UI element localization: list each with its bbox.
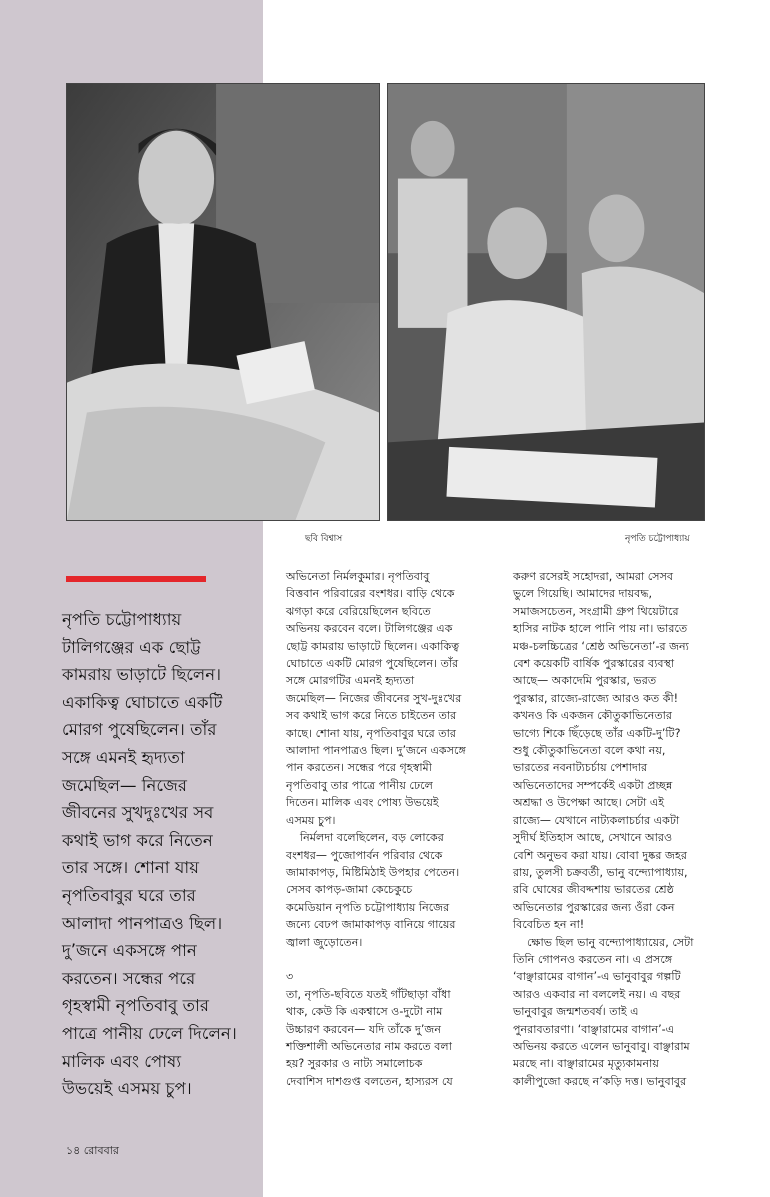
body-line: ভানুবাবুর জন্মশতবর্ষ। তাই এ (513, 1005, 639, 1019)
body-line: বিবেচিত হন না! (513, 918, 585, 932)
pull-quote-line: উভয়েই এসময় চুপ। (62, 1079, 192, 1099)
body-line: কমেডিয়ান নৃপতি চট্টোপাধ্যায় নিজের (286, 900, 450, 914)
body-line: কাছে। শোনা যায়, নৃপতিবাবুর ঘরে তার (286, 726, 456, 740)
body-line: বিত্তবান পরিবারের বংশধর। বাড়ি থেকে (286, 587, 455, 601)
pull-quote-line: নৃপতি চট্টোপাধ্যায় (62, 610, 182, 629)
body-line: সেসব কাপড়-জামা কেচেকুচে (286, 883, 413, 897)
body-line: ভাগ্যে শিকে ছিঁড়েছে তাঁর একটি-দু’টি? (513, 726, 681, 740)
body-line: রায়, তুলসী চক্রবর্তী, ভানু বন্দ্যোপাধ্যায়, (513, 865, 688, 879)
pull-quote-line: আলাদা পানপাত্রও ছিল। (62, 913, 223, 933)
body-line: কালীপুজো করছে ন’কড়ি দত্ত। ভানুবাবুর (513, 1074, 687, 1088)
body-line: ভারতের নবনাট্যচর্চায় পেশাদার (513, 761, 648, 775)
body-line: অভিনেতার পুরস্কারের জন্য ওঁরা কেন (513, 900, 675, 914)
body-line: সঙ্গে মোরগটির এমনই হৃদ্যতা (286, 674, 415, 688)
body-line: দিতেন। মালিক এবং পোষ্য উভয়েই (286, 796, 439, 810)
body-line: তা, নৃপতি-ছবিতে যতই গাঁটছাড়া বাঁধা (286, 987, 451, 1001)
body-line: ভুলে গিয়েছি। আমাদের দায়বদ্ধ, (513, 587, 652, 601)
body-line: জ্বালা জুড়োতেন। (286, 935, 363, 949)
body-line: বেশ কয়েকটি বার্ষিক পুরস্কারের ব্যবস্থা (513, 657, 675, 671)
photo-chhabi-biswas (66, 83, 380, 521)
body-line: সুদীর্ঘ ইতিহাস আছে, সেখানে আরও (513, 831, 673, 845)
body-line: মঞ্চ-চলচ্চিত্রের ‘শ্রেষ্ঠ অভিনেতা’-র জন্য (513, 639, 689, 653)
paragraph-gap (286, 951, 500, 968)
body-line: জমেছিল— নিজের জীবনের সুখ-দুঃখের (286, 691, 462, 705)
pull-quote-line: করতেন। সন্ধের পরে (62, 968, 196, 988)
pull-quote-line: পাত্রে পানীয় ঢেলে দিলেন। (62, 1023, 237, 1043)
body-line: কখনও কি একজন কৌতুকাভিনেতার (513, 709, 672, 723)
photo-nripati-chattopadhyay (387, 83, 705, 521)
body-line: অভিনেতাদের সম্পর্কেই একটা প্রচ্ছন্ন (513, 778, 673, 792)
body-line: অভিনয় করতে এলেন ভানুবাবু। বাঞ্ছারাম (513, 1039, 690, 1053)
page-folio: ১৪ রোববার (66, 1144, 119, 1157)
body-line: সমাজসচেতন, সংগ্রামী গ্রুপ থিয়েটারে (513, 604, 679, 618)
photo-illustration-left (67, 84, 379, 520)
body-line: ঘোচাতে একটি মোরগ পুষেছিলেন। তাঁর (286, 657, 459, 671)
body-line: অশ্রদ্ধা ও উপেক্ষা আছে। সেটা এই (513, 796, 665, 810)
body-line: জন্যে বেঢপ জামাকাপড় বানিয়ে গায়ের (286, 918, 456, 932)
body-line: এসময় চুপ। (286, 813, 336, 827)
body-line: অভিনেতা নির্মলকুমার। নৃপতিবাবু (286, 570, 430, 583)
pull-quote-line: কথাই ভাগ করে নিতেন (62, 830, 213, 850)
body-line: অভিনয় করবেন বলে। টালিগঞ্জের এক (286, 622, 453, 636)
body-line: আছে— অকাদেমি পুরস্কার, ভরত (513, 674, 657, 688)
photo-caption-right: নৃপতি চট্টোপাধ্যায় (625, 534, 690, 544)
body-line: তিনি গোপনও করতেন না। এ প্রসঙ্গে (513, 952, 673, 966)
body-line: ঝগড়া করে বেরিয়েছিলেন ছবিতে (286, 604, 431, 618)
body-line: পান করতেন। সন্ধের পরে গৃহস্বামী (286, 761, 432, 775)
body-line: দেবাশিস দাশগুপ্ত বলতেন, হাস্যরস যে (286, 1074, 453, 1088)
body-line: বংশধর— পুজোপার্বন পরিবার থেকে (286, 848, 443, 862)
pull-quote-line: কামরায় ভাড়াটে ছিলেন। (62, 665, 222, 685)
article-column-1 (286, 568, 500, 1090)
body-line: জামাকাপড়, মিষ্টিমিঠাই উপহার পেতেন। (286, 865, 460, 879)
body-line: ছোট্ট কামরায় ভাড়াটে ছিলেন। একাকিত্ব (286, 639, 460, 653)
body-line: থাক, কেউ কি একশ্বাসে ও-দুটো নাম (286, 1005, 443, 1019)
pull-quote-line: নৃপতিবাবুর ঘরে তার (62, 885, 196, 905)
section-number: ৩ (286, 970, 294, 984)
pull-quote (62, 606, 262, 1103)
body-line: শক্তিশালী অভিনেতার নাম করতে বলা (286, 1039, 452, 1053)
body-line: সব কথাই ভাগ করে নিতে চাইতেন তার (286, 709, 457, 723)
body-line: আলাদা পানপাত্রও ছিল। দু’জনে একসঙ্গে (286, 744, 466, 758)
body-line: আরও একবার না বললেই নয়। এ বছর (513, 987, 681, 1001)
body-line: ‘বাঞ্ছারামের বাগান’-এ ভানুবাবুর গল্পটি (513, 970, 681, 984)
photo-caption-left: ছবি বিশ্বাস (305, 534, 343, 544)
body-line: পুরস্কার, রাজ্যে-রাজ্যে আরও কত কী! (513, 691, 679, 705)
body-line: নৃপতিবাবু তার পাত্রে পানীয় ঢেলে (286, 778, 433, 792)
pull-quote-line: গৃহস্বামী নৃপতিবাবু তার (62, 996, 210, 1016)
pull-quote-line: টালিগঞ্জের এক ছোট্ট (62, 637, 201, 657)
body-line: ক্ষোভ ছিল ভানু বন্দ্যোপাধ্যায়ের, সেটা (527, 935, 694, 949)
photo-illustration-right (388, 84, 704, 520)
pull-quote-line: জমেছিল— নিজের (62, 775, 188, 795)
body-line: শুধু কৌতুকাভিনেতা বলে কথা নয়, (513, 744, 666, 758)
body-line: হাসির নাটক হালে পানি পায় না। ভারতে (513, 622, 688, 636)
body-line: পুনরাবতারণা। ‘বাঞ্ছারামের বাগান’-এ (513, 1022, 675, 1036)
body-line: করুণ রসেরই সহোদরা, আমরা সেসব (513, 570, 674, 583)
article-column-2 (513, 568, 743, 1090)
pull-quote-line: জীবনের সুখদুঃখের সব (62, 803, 214, 823)
body-line: উচ্চারণ করবেন— যদি তাঁকে দু’জন (286, 1022, 441, 1036)
pull-quote-accent-rule (66, 576, 206, 582)
body-line: রবি ঘোষের জীবদ্দশায় ভারতের শ্রেষ্ঠ (513, 883, 674, 897)
pull-quote-line: মোরগ পুষেছিলেন। তাঁর (62, 720, 217, 740)
body-line: হয়? সুরকার ও নাট্য সমালোচক (286, 1057, 423, 1071)
body-line: রাজ্যে— যেখানে নাট্যকলাচর্চার একটা (513, 813, 680, 827)
pull-quote-line: দু’জনে একসঙ্গে পান (62, 941, 197, 961)
pull-quote-line: তার সঙ্গে। শোনা যায় (62, 858, 200, 878)
body-line: মরছে না। বাঞ্ছারামের মৃত্যুকামনায় (513, 1057, 659, 1071)
pull-quote-line: মালিক এবং পোষ্য (62, 1051, 182, 1071)
body-line: নির্মলদা বলেছিলেন, বড় লোকের (300, 831, 444, 845)
pull-quote-line: একাকিত্ব ঘোচাতে একটি (62, 692, 223, 712)
body-line: বেশি অনুভব করা যায়। বোবা দুষ্কর জহর (513, 848, 687, 862)
pull-quote-line: সঙ্গে এমনই হৃদ্যতা (62, 747, 185, 767)
